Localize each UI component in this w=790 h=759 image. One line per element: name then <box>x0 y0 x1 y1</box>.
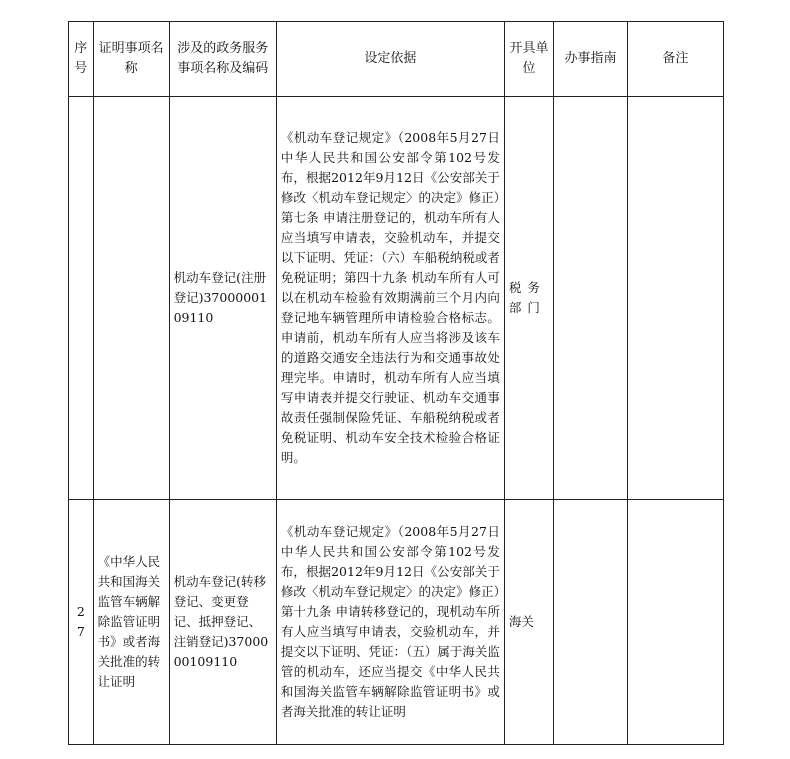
table-row <box>69 97 724 500</box>
header-no: 序号 <box>69 22 94 97</box>
cell-note <box>627 97 723 500</box>
table-row <box>69 500 724 745</box>
cell-service-item: 机动车登记(注册登记)3700000109110 <box>169 97 276 500</box>
header-issuer: 开具单位 <box>504 22 553 97</box>
cell-guide <box>554 97 628 500</box>
cell-note <box>627 500 723 745</box>
header-cert-name: 证明事项名称 <box>93 22 169 97</box>
cell-cert-name: 《中华人民共和国海关监管车辆解除监管证明书》或者海关批准的转让证明 <box>93 500 169 745</box>
cell-no <box>69 97 94 500</box>
cell-issuer: 海关 <box>504 500 553 745</box>
certification-table <box>68 21 724 745</box>
cell-basis: 《机动车登记规定》（2008年5月27日中华人民共和国公安部令第102号发布，根据2012年9月12日《公安部关于修改〈机动车登记规定〉的决定》修正）第七条 申请注册登记的，机动车所有人应当填写申请表，交验机动车，并提交以下证明、凭证：（六）车船税纳税或者免税证明；第四十九条 机动车所有人可以在机动车检验有效期满前三个月内向登记地车辆管理所申请检验合格标志。申请前，机动车所有人应当将涉及该车的道路交通安全违法行为和交通事故处理完毕。申请时，机动车所有人应当填写申请表并提交行驶证、机动车交通事故责任强制保险凭证、车船税纳税或者免税证明、机动车安全技术检验合格证明。 <box>276 97 504 500</box>
header-basis: 设定依据 <box>276 22 504 97</box>
header-service-item: 涉及的政务服务事项名称及编码 <box>169 22 276 97</box>
header-guide: 办事指南 <box>554 22 628 97</box>
cell-cert-name <box>93 97 169 500</box>
cell-no: 27 <box>69 500 94 745</box>
cell-issuer: 税务部门 <box>504 97 553 500</box>
cell-basis: 《机动车登记规定》（2008年5月27日中华人民共和国公安部令第102号发布，根据2012年9月12日《公安部关于修改〈机动车登记规定〉的决定》修正）第十九条 申请转移登记的，现机动车所有人应当填写申请表，交验机动车，并提交以下证明、凭证：（五）属于海关监管的机动车，还应当提交《中华人民共和国海关监管车辆解除监管证明书》或者海关批准的转让证明 <box>276 500 504 745</box>
header-row <box>69 22 724 97</box>
cell-service-item: 机动车登记(转移登记、变更登记、抵押登记、注销登记)3700000109110 <box>169 500 276 745</box>
header-note: 备注 <box>627 22 723 97</box>
cell-guide <box>554 500 628 745</box>
